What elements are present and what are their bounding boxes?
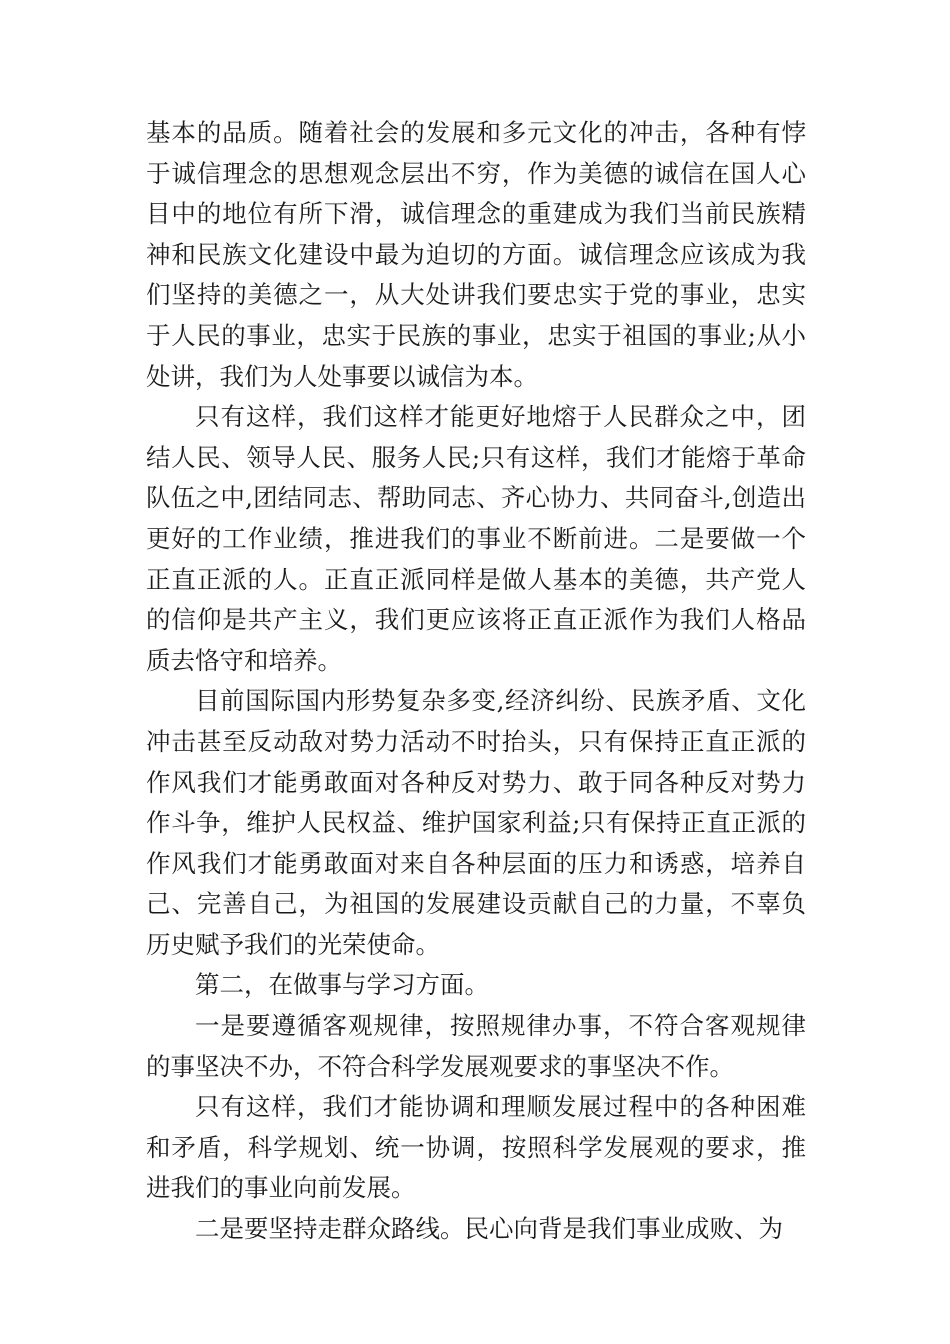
paragraph-only-this-way-unity: 只有这样，我们这样才能更好地熔于人民群众之中，团结人民、领导人民、服务人民;只有这样，我们才能熔于革命队伍之中,团结同志、帮助同志、齐心协力、共同奋斗,创造出更好的工作业绩，推进我们的事业不断前进。二是要做一个正直正派的人。正直正派同样是做人基本的美德，共产党人的信仰是共产主义，我们更应该将正直正派作为我们人格品质去恪守和培养。 [146, 402, 806, 675]
paragraph-integrity: 基本的品质。随着社会的发展和多元文化的冲击，各种有悖于诚信理念的思想观念层出不穷，作为美德的诚信在国人心目中的地位有所下滑，诚信理念的重建成为我们当前民族精神和民族文化建设中最为迫切的方面。诚信理念应该成为我们坚持的美德之一，从大处讲我们要忠实于党的事业，忠实于人民的事业，忠实于民族的事业，忠实于祖国的事业;从小处讲，我们为人处事要以诚信为本。 [146, 118, 806, 391]
document-body [146, 113, 806, 1250]
paragraph-section-heading-second: 第二，在做事与学习方面。 [195, 970, 489, 1000]
paragraph-international-situation: 目前国际国内形势复杂多变,经济纠纷、民族矛盾、文化冲击甚至反动敌对势力活动不时抬头，只有保持正直正派的作风我们才能勇敢面对各种反对势力、敢于同各种反对势力作斗争，维护人民权益、维护国家利益;只有保持正直正派的作风我们才能勇敢面对来自各种层面的压力和诱惑，培养自己、完善自己，为祖国的发展建设贡献自己的力量，不辜负历史赋予我们的光荣使命。 [146, 686, 806, 959]
paragraph-coordinate-development: 只有这样，我们才能协调和理顺发展过程中的各种困难和矛盾，科学规划、统一协调，按照科学发展观的要求，推进我们的事业向前发展。 [146, 1092, 806, 1203]
paragraph-mass-line: 二是要坚持走群众路线。民心向背是我们事业成败、为 [195, 1214, 783, 1244]
paragraph-objective-laws: 一是要遵循客观规律，按照规律办事，不符合客观规律的事坚决不办，不符合科学发展观要求的事坚决不作。 [146, 1011, 806, 1081]
